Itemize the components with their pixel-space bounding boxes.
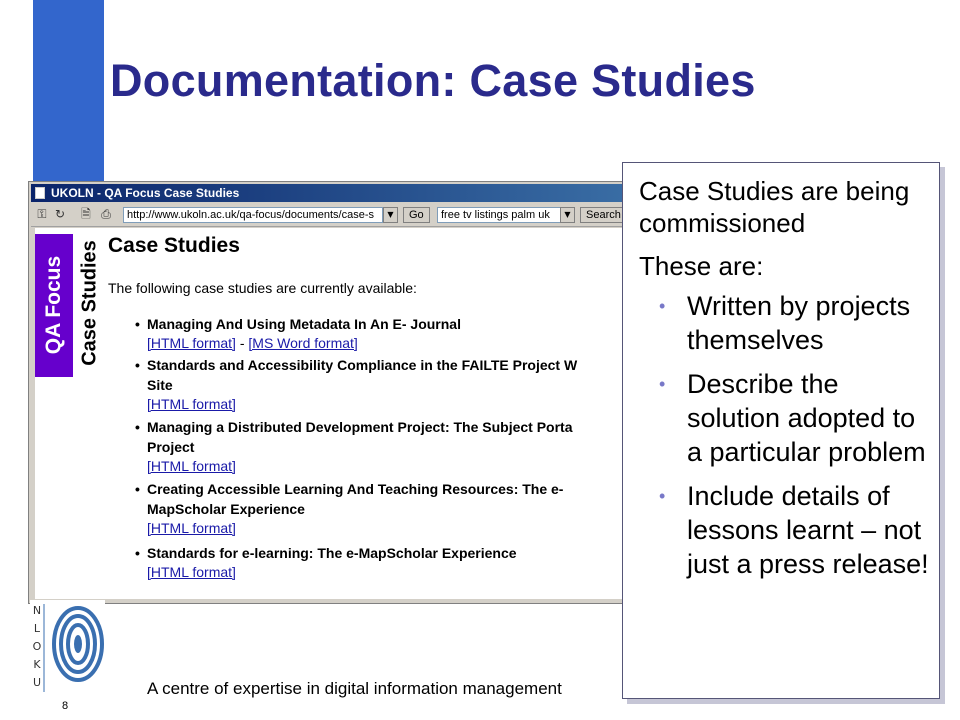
page-number: 8 bbox=[62, 700, 69, 712]
browser-toolbar bbox=[31, 204, 635, 227]
callout-box bbox=[622, 162, 940, 699]
callout-points bbox=[639, 289, 929, 591]
case-study-title-cont: Site bbox=[147, 377, 173, 393]
address-dropdown-icon[interactable]: ▼ bbox=[383, 207, 398, 223]
case-study-title-cont: MapScholar Experience bbox=[147, 501, 305, 517]
browser-window bbox=[28, 181, 638, 604]
svg-text:L: L bbox=[33, 622, 41, 635]
case-study-title: Standards for e-learning: The e-MapScholar Experience bbox=[147, 545, 517, 561]
bullet-icon: • bbox=[659, 486, 666, 506]
bullet-icon: • bbox=[659, 374, 666, 394]
bullet-icon: • bbox=[135, 316, 140, 332]
search-input[interactable]: free tv listings palm uk bbox=[437, 207, 561, 223]
page-intro: The following case studies are currently available: bbox=[108, 280, 417, 296]
search-button[interactable]: Search bbox=[580, 207, 627, 223]
list-item: • Managing And Using Metadata In An E- Journal [HTML format] - [MS Word format] bbox=[135, 316, 461, 351]
footer-text: A centre of expertise in digital information management bbox=[147, 679, 562, 698]
refresh-icon[interactable]: ↻ bbox=[54, 207, 66, 221]
page-heading: Case Studies bbox=[108, 234, 240, 257]
list-item bbox=[135, 479, 645, 538]
ms-word-format-link[interactable]: [MS Word format] bbox=[248, 335, 358, 351]
qa-focus-banner bbox=[35, 234, 73, 377]
print-icon[interactable]: ⎙ bbox=[101, 207, 111, 221]
list-item bbox=[135, 355, 645, 414]
ukoln-logo-icon bbox=[30, 600, 105, 698]
case-study-title: Creating Accessible Learning And Teaching Resources: The e- bbox=[147, 481, 564, 497]
bullet-icon: • bbox=[659, 296, 666, 316]
page-icon[interactable]: 🗎 bbox=[81, 207, 91, 221]
bullet-icon: • bbox=[135, 357, 140, 373]
page-icon bbox=[35, 187, 45, 199]
svg-text:O: O bbox=[32, 640, 42, 653]
accent-bar bbox=[33, 0, 104, 187]
case-study-title: Managing a Distributed Development Project: The Subject Porta bbox=[147, 419, 573, 435]
callout-intro: Case Studies are being commissioned bbox=[639, 176, 910, 238]
case-study-title-cont: Project bbox=[147, 439, 195, 455]
bullet-icon: • bbox=[135, 481, 140, 497]
bullet-icon: • bbox=[135, 419, 140, 435]
case-study-title: Managing And Using Metadata In An E- Journal bbox=[147, 316, 461, 332]
list-item bbox=[135, 417, 645, 476]
callout-point: • Include details of lessons learnt – not just a press release! bbox=[659, 481, 929, 579]
qa-focus-label: QA Focus bbox=[42, 255, 65, 355]
case-studies-banner-label: Case Studies bbox=[78, 240, 101, 366]
html-format-link[interactable]: [HTML format] bbox=[147, 458, 236, 474]
lock-icon[interactable]: ⚿ bbox=[37, 207, 47, 221]
slide-title: Documentation: Case Studies bbox=[110, 55, 756, 106]
go-button[interactable]: Go bbox=[403, 207, 430, 223]
case-study-title: Standards and Accessibility Compliance in the FAILTE Project W bbox=[147, 357, 578, 373]
bullet-icon: • bbox=[135, 545, 140, 561]
search-dropdown-icon[interactable]: ▼ bbox=[560, 207, 575, 223]
callout-point: • Describe the solution adopted to a particular problem bbox=[659, 369, 926, 467]
address-input[interactable]: http://www.ukoln.ac.uk/qa-focus/documents/case-s bbox=[123, 207, 383, 223]
svg-text:K: K bbox=[33, 658, 41, 671]
callout-point: • Written by projects themselves bbox=[659, 291, 911, 355]
svg-text:N: N bbox=[32, 604, 42, 617]
list-item bbox=[135, 543, 645, 582]
browser-titlebar bbox=[31, 184, 635, 202]
window-title: UKOLN - QA Focus Case Studies bbox=[51, 186, 240, 200]
browser-page bbox=[35, 228, 633, 599]
svg-text:U: U bbox=[32, 676, 42, 689]
html-format-link[interactable]: [HTML format] bbox=[147, 396, 236, 412]
html-format-link[interactable]: [HTML format] bbox=[147, 335, 236, 351]
callout-subheading: These are: bbox=[639, 251, 764, 281]
case-studies-banner bbox=[75, 228, 105, 377]
html-format-link[interactable]: [HTML format] bbox=[147, 564, 236, 580]
html-format-link[interactable]: [HTML format] bbox=[147, 520, 236, 536]
